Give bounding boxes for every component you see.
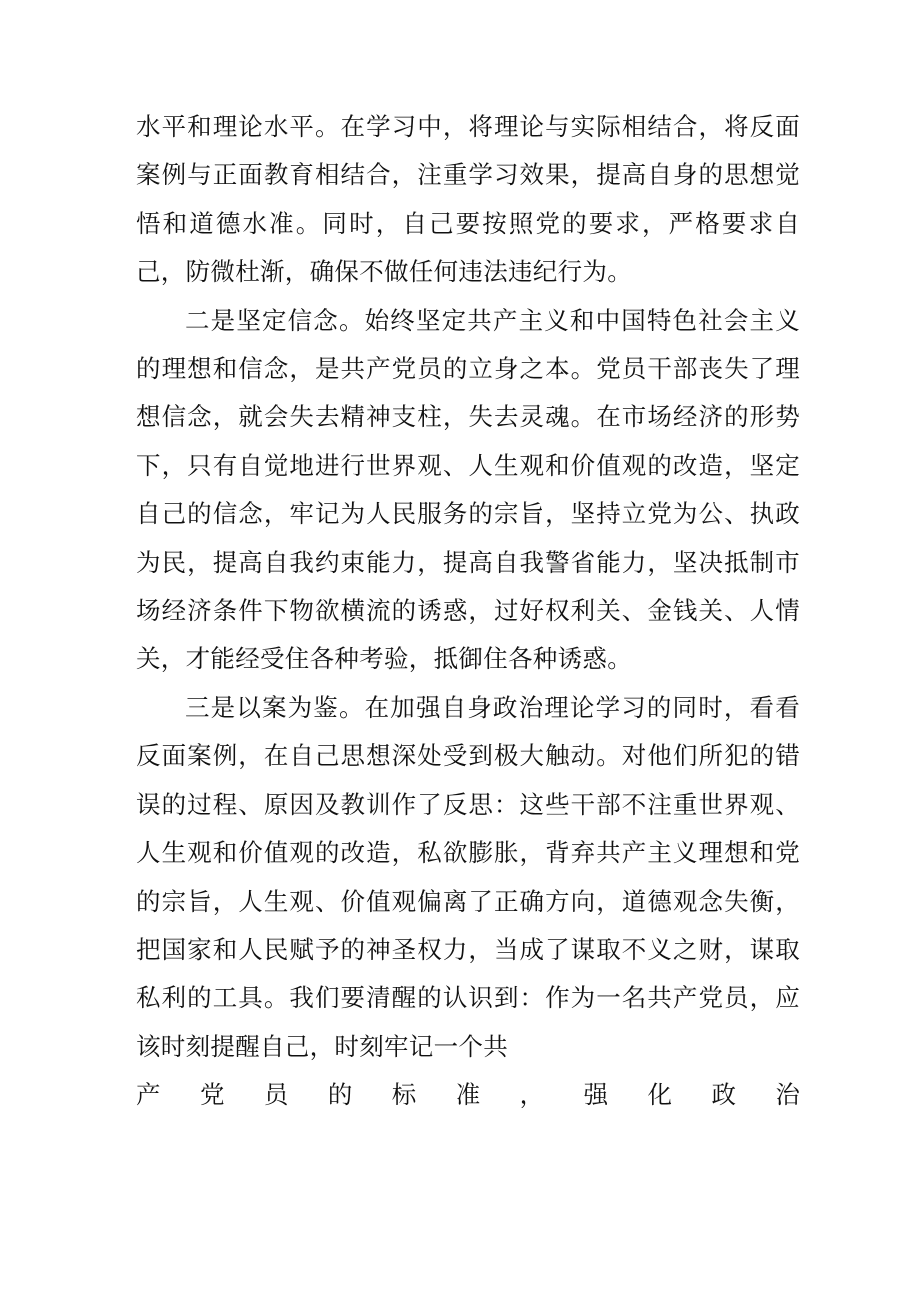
final-line-char: 的 [327,1080,353,1110]
final-line-char: 化 [647,1080,672,1110]
final-line-char: 党 [199,1080,225,1110]
final-line-char: 强 [583,1080,609,1110]
final-line-char: 员 [263,1080,289,1110]
final-line-char: 治 [775,1080,800,1110]
final-line-char: ， [519,1080,545,1110]
paragraph-firm-belief: 二是坚定信念。始终坚定共产主义和中国特色社会主义的理想和信念，是共产党员的立身之本。党员干部丧失了理想信念，就会失去精神支柱，失去灵魂。在市场经济的形势下，只有自觉地进行世界观、人生观和价值观的改造，坚定自己的信念，牢记为人民服务的宗旨，坚持立党为公、执政为民，提高自我约束能力，提高自我警省能力，坚决抵制市场经济条件下物欲横流的诱惑，过好权利关、金钱关、人情关，才能经受住各种考验，抵御住各种诱惑。 [136,305,800,674]
paragraph-lessons-from-cases: 三是以案为鉴。在加强自身政治理论学习的同时，看看反面案例，在自己思想深处受到极大触动。对他们所犯的错误的过程、原因及教训作了反思：这些干部不注重世界观、人生观和价值观的改造，私欲膨胀，背弃共产主义理想和党的宗旨，人生观、价值观偏离了正确方向，道德观念失衡，把国家和人民赋予的神圣权力，当成了谋取不义之财，谋取私利的工具。我们要清醒的认识到：作为一名共产党员，应该时刻提醒自己，时刻牢记一个共 [136,692,800,1061]
final-line-char: 政 [711,1080,736,1110]
final-line-char: 标 [391,1080,417,1110]
paragraph-final-line [136,1071,800,1119]
paragraph-continuation: 水平和理论水平。在学习中，将理论与实际相结合，将反面案例与正面教育相结合，注重学习效果，提高自身的思想觉悟和道德水准。同时，自己要按照党的要求，严格要求自己，防微杜渐，确保不做任何违法违纪行为。 [136,112,800,287]
document-body [136,103,800,1120]
final-line-char: 准 [455,1080,481,1110]
final-line-char: 产 [136,1080,161,1110]
